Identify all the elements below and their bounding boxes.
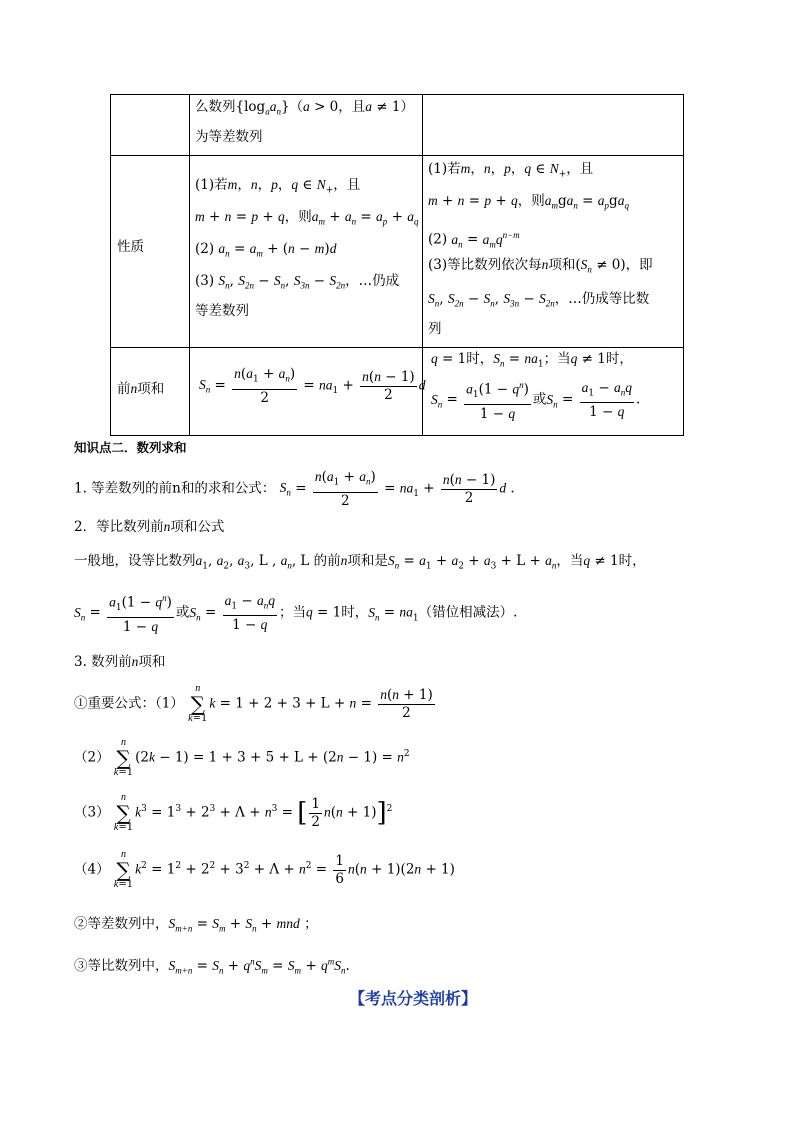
comparison-table — [110, 94, 684, 436]
section-heading: 【考点分类剖析】 — [349, 989, 478, 1008]
p3-general: 一般地，设等比数列$a_1$, $a_2$, $a_3$, L , $a_n$, L 的前n项和是$S_n = a_1 + a_2 + a_3 + L + a_n$，当q ≠ 1时， — [74, 553, 646, 572]
formula-6: ③等比数列中，$S_{m+n} = S_n + q^nS_m = S_m + q^mS_n$. — [74, 956, 350, 976]
row2-arith-l1: (1)若m，n，p，q ∈ $N_+$，且 — [195, 177, 361, 196]
row1-arith-line1: 么数列$\{\log_aa_n\}(a > 0$，且a ≠ 1） — [195, 99, 414, 117]
f1-prefix: ①重要公式：（1） — [74, 695, 184, 712]
row3-geo-line1: q = 1时，$S_n = na_1$；当q ≠ 1时， — [431, 351, 633, 370]
row-divider-2 — [111, 347, 683, 348]
row3-arith-formula: $S_n$ = $\frac{n(a_1 + a_n)}{2}$ = $na_1$ + $\frac{n(n - 1)}{2}$ d — [199, 366, 426, 406]
p1-prefix: 1. 等差数列的前n和的求和公式： — [74, 480, 276, 497]
formula-3: （3） n ∑ $k=1k^3 = 1^3 + 2^3 + \Lambda + n^3$ = [ $\frac{1}{2}$ n(n + 1)]$^2$ — [74, 792, 393, 833]
p4-geo-formula: $S_n$ = $\frac{a_1(1 - q^n)}{1 - q}$ 或$S_n$ = $\frac{a_1 - a_nq}{1 - q}$ ；当q = 1时，$S_n = na_1$（错位相减法）. — [74, 590, 517, 636]
f4-prefix: （4） — [74, 861, 110, 878]
sum-formula-arith: 1. 等差数列的前n和的求和公式： $S_n$ = $\frac{n(a_1 + a_n)}{2}$ = $na_1$ + $\frac{n(n - 1)}{2}$ d . — [74, 469, 515, 509]
f2-prefix: （2） — [74, 749, 110, 766]
row3-geo-line2: $S_n$ = $\frac{a_1(1 - q^n)}{1 - q}$ 或$S_n$ = $\frac{a_1 - a_nq}{1 - q}$ . — [431, 377, 640, 423]
row1-arith-line2: 为等差数列 — [195, 129, 263, 145]
row2-geo-l6: 列 — [428, 321, 442, 337]
row-divider-1 — [111, 155, 683, 156]
row2-arith-l4: (3) $S_n$, $S_{2n} - S_n$, $S_{3n} - S_{2n}$，…仍成 — [195, 273, 400, 291]
column-divider-1 — [189, 95, 190, 435]
row2-geo-l5: $S_n$, $S_{2n} - S_n$, $S_{3n} - S_{2n}$，…仍成等比数 — [428, 291, 650, 309]
formula-5: ②等差数列中，$S_{m+n} = S_m + S_n$ + mnd ； — [74, 916, 318, 934]
row2-label: 性质 — [117, 239, 144, 255]
formula-1: ①重要公式：（1） n ∑ k=1k = 1 + 2 + 3 + L + n = $\frac{n(n + 1)}{2}$ — [74, 683, 433, 724]
f3-prefix: （3） — [74, 804, 110, 821]
row2-arith-l3: (2) $a_n = a_m + (n - m)d$ — [195, 241, 337, 259]
p5-title: 3. 数列前n项和 — [74, 654, 166, 670]
row2-arith-l5: 等差数列 — [195, 303, 249, 319]
formula-2: （2） n ∑ $k=1(2k - 1) = 1 + 3 + 5 + L + (2n - 1) = n^2$ — [74, 737, 410, 778]
row2-arith-l2: m + n = p + q，则$a_m + a_n = a_p + a_q$ — [195, 209, 419, 227]
row3-label: 前n项和 — [117, 381, 165, 397]
formula-4: （4） n ∑ $k=1k^2 = 1^2 + 2^2 + 3^2 + \Lambda + n^2$ = $\frac{1}{6}$ n(n + 1)(2n + 1) — [74, 849, 455, 890]
row2-geo-l4: (3)等比数列依次每n项和$(S_n \ne 0)$，即 — [428, 257, 653, 275]
row2-geo-l3: (2) $a_n = a_mq^{n-m}$ — [428, 230, 520, 250]
section2-title: 知识点二．数列求和 — [74, 440, 187, 455]
row2-geo-l1: (1)若m，n，p，q ∈ $N_+$，且 — [428, 161, 594, 180]
row2-geo-l2: m + n = p + q，则$a_mga_n = a_pga_q$ — [428, 193, 629, 211]
p2-geo-title: 2．等比数列前n项和公式 — [74, 519, 225, 535]
